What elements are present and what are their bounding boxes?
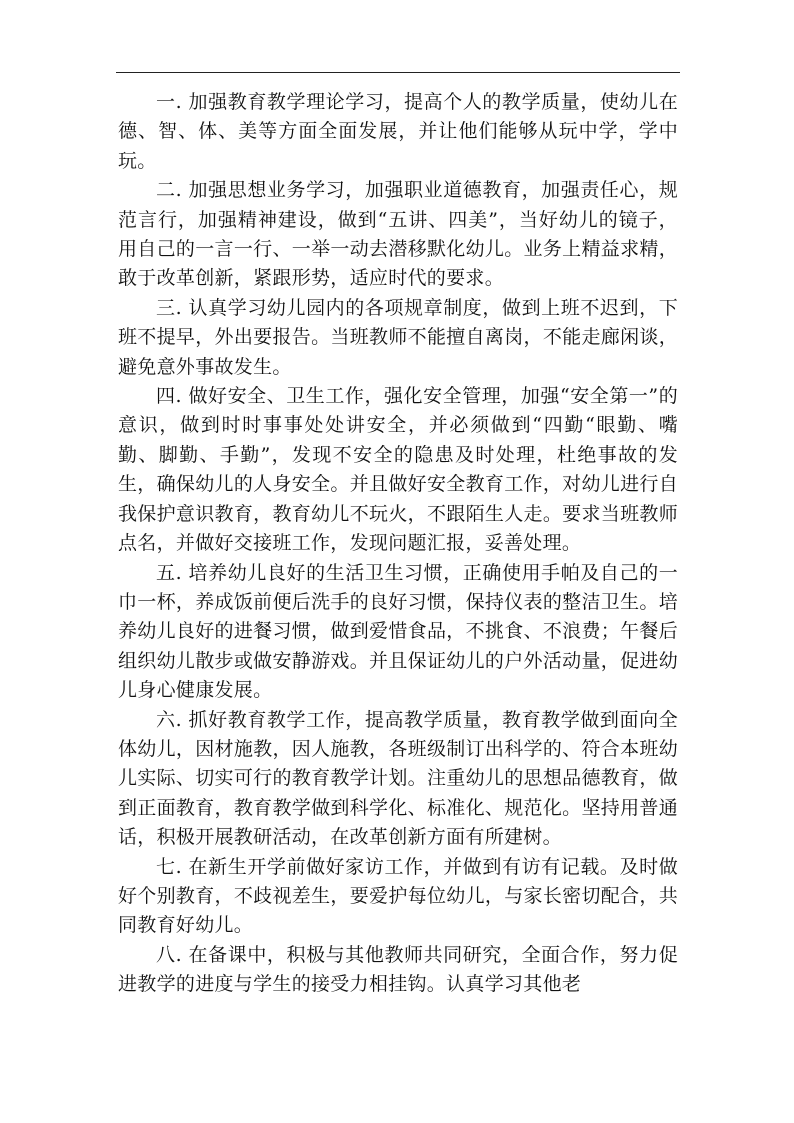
document-body — [118, 88, 678, 1000]
paragraph-8: 八. 在备课中，积极与其他教师共同研究，全面合作，努力促进教学的进度与学生的接受力相挂钩。认真学习其他老 — [118, 943, 678, 996]
paragraph-2: 二. 加强思想业务学习，加强职业道德教育，加强责任心，规范言行，加强精神建设，做到“五讲、四美”，当好幼儿的镜子，用自己的一言一行、一举一动去潜移默化幼儿。业务上精益求精，敢于改革创新，紧跟形势，适应时代的要求。 — [118, 179, 678, 290]
paragraph-7: 七. 在新生开学前做好家访工作，并做到有访有记载。及时做好个别教育，不歧视差生，要爱护每位幼儿，与家长密切配合，共同教育好幼儿。 — [118, 855, 678, 937]
header-rule — [116, 72, 680, 73]
paragraph-6: 六. 抓好教育教学工作，提高教学质量，教育教学做到面向全体幼儿，因材施教，因人施教，各班级制订出科学的、符合本班幼儿实际、切实可行的教育教学计划。注重幼儿的思想品德教育，做到正面教育，教育教学做到科学化、标准化、规范化。坚持用普通话，积极开展教研活动，在改革创新方面有所建树。 — [118, 708, 678, 849]
paragraph-1: 一. 加强教育教学理论学习，提高个人的教学质量，使幼儿在德、智、体、美等方面全面发展，并让他们能够从玩中学，学中玩。 — [118, 91, 678, 172]
paragraph-4: 四. 做好安全、卫生工作，强化安全管理，加强“安全第一”的意识，做到时时事事处处讲安全，并必须做到“四勤“眼勤、嘴勤、脚勤、手勤”，发现不安全的隐患及时处理，杜绝事故的发生，确保幼儿的人身安全。并且做好安全教育工作，对幼儿进行自我保护意识教育，教育幼儿不玩火，不跟陌生人走。要求当班教师点名，并做好交接班工作，发现问题汇报，妥善处理。 — [118, 385, 678, 555]
paragraph-5: 五. 培养幼儿良好的生活卫生习惯，正确使用手帕及自己的一巾一杯，养成饭前便后洗手的良好习惯，保持仪表的整洁卫生。培养幼儿良好的进餐习惯，做到爱惜食品，不挑食、不浪费；午餐后组织幼儿散步或做安静游戏。并且保证幼儿的户外活动量，促进幼儿身心健康发展。 — [118, 561, 678, 702]
paragraph-3: 三. 认真学习幼儿园内的各项规章制度，做到上班不迟到，下班不提早，外出要报告。当班教师不能擅自离岗，不能走廊闲谈，避免意外事故发生。 — [118, 296, 678, 378]
